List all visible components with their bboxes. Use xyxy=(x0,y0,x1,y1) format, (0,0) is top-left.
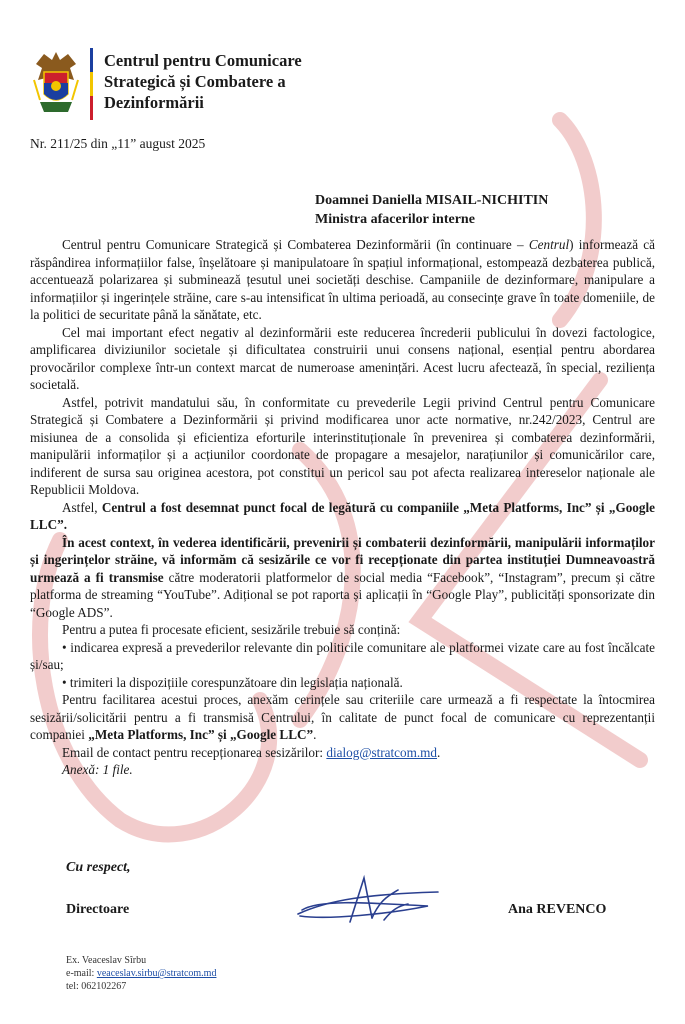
text: Pentru facilitarea acestui proces, anexăm cerințele sau criteriile care urmează a fi respectate la întocmirea sesizării/solicitării pentru a fi transmisă Centrului, în calitate de punct focal de comunicare cu reprezentanții companiei xyxy=(30,692,655,742)
signatory-role: Directoare xyxy=(66,902,130,917)
paragraph xyxy=(30,236,655,324)
org-line: Centrul pentru Comunicare xyxy=(104,51,302,70)
paragraph xyxy=(30,691,655,744)
handwritten-signature-icon xyxy=(288,870,448,930)
flag-red xyxy=(90,96,93,120)
closing: Cu respect, xyxy=(66,860,131,875)
org-line: Strategică și Combatere a xyxy=(104,72,286,91)
text: Centrul pentru Comunicare Strategică și Combaterea Dezinformării (în continuare – xyxy=(62,237,529,252)
addressee xyxy=(315,191,548,229)
flag-yellow xyxy=(90,72,93,96)
bullet-item: • indicarea expresă a prevederilor relevante din politicile comunitare ale platformei vizate care au fost încălcate și/sau; xyxy=(30,639,655,672)
org-line: Dezinformării xyxy=(104,93,204,112)
executor-email-link[interactable]: veaceslav.sirbu@stratcom.md xyxy=(96,968,217,979)
executor-phone: tel: 062102267 xyxy=(66,981,127,992)
text: Email de contact pentru recepționarea sesizărilor: xyxy=(62,744,327,760)
flag-tricolor xyxy=(90,48,93,120)
executor-name: Ex. Veaceslav Sîrbu xyxy=(66,955,147,966)
bullet-item: • trimiteri la dispozițiile corespunzătoare din legislația națională. xyxy=(62,674,403,690)
signature-block xyxy=(66,860,656,930)
paragraph xyxy=(30,499,655,534)
organization-name xyxy=(104,50,374,113)
paragraph xyxy=(30,744,655,762)
paragraph: Cel mai important efect negativ al dezinformării este reducerea încrederii publicului în dovezi factologice, amplificarea diviziunilor societale și dificultatea construirii unui consens național, esențial pentru abordarea provocărilor complexe într-un context marcat de numeroase amenințări. Acest lucru afectează, în special, reziliența societală. xyxy=(30,324,655,392)
paragraph: Pentru a putea fi procesate eficient, sesizările trebuie să conțină: xyxy=(62,622,401,637)
executor-footer xyxy=(66,954,216,993)
coat-of-arms-icon xyxy=(30,50,82,116)
text: e-mail: xyxy=(66,968,97,979)
text: . xyxy=(437,744,441,760)
text-bold: În acest context, în vederea identificării, prevenirii și combaterii dezinformării, manipulării informaților și ingerințelor străine, vă informăm că sesizările ce vor fi recepționate din partea instituției Dumneavoastră urmează a fi transmise xyxy=(30,534,655,585)
text-bold: „Meta Platforms, Inc” și „Google LLC” xyxy=(88,727,314,742)
text-bold: Centrul a fost desemnat punct focal de legătură cu companiile „Meta Platforms, Inc” și „Google LLC”. xyxy=(30,499,655,532)
annex-note xyxy=(30,761,655,779)
flag-blue xyxy=(90,48,93,72)
signatory-name: Ana REVENCO xyxy=(508,902,607,917)
paragraph xyxy=(30,534,655,622)
text: ) informează că răspândirea informațiilor false, înșelătoare și manipulatoare în spațiul informațional, estompează dezbaterea publică, accentuează polarizarea și subminează țesutul unei societăți deschise. Campaniile de dezinformare, manipulare a informațiilor și ingerințele străine, care s-au intensificat în ultima perioadă, au consecințe grave în toate domeniile, de la politici de securitate până la sănătate, etc. xyxy=(30,237,655,322)
text: . xyxy=(313,727,317,742)
letter-body xyxy=(30,236,655,779)
contact-email-link[interactable]: dialog@stratcom.md xyxy=(326,744,438,760)
text-em: Centrul xyxy=(528,237,570,252)
letterhead xyxy=(30,44,650,124)
registration-number: Nr. 211/25 din „11” august 2025 xyxy=(30,136,206,151)
addressee-title: Ministra afacerilor interne xyxy=(315,212,475,227)
addressee-name: Doamnei Daniella MISAIL-NICHITIN xyxy=(315,193,549,208)
text: Astfel, xyxy=(62,499,102,515)
text-em: Anexă: 1 file. xyxy=(62,762,133,777)
text: către moderatorii platformelor de social media “Facebook”, “Instagram”, precum și către platforma de streaming “YouTube”. Adițional se pot raporta și aplicații în “Google Play”, publicități sponsorizate din “Google ADS”. xyxy=(30,569,656,620)
executor-email-line xyxy=(66,967,216,980)
paragraph: Astfel, potrivit mandatului său, în conformitate cu prevederile Legii privind Centrul pentru Comunicare Strategică și Combatere a Dezinformării și privind modificarea unor acte normative, nr.242/2023, Centrul are misiunea de a consolida și eficientiza eforturile interinstituționale în prevenirea și combaterea dezinformării, manipulării informaților și a acțiunilor coordonate de propagare a mesajelor, narațiunilor și comunicărilor care, indiferent de sursa sau originea acestora, pot constitui un pericol sau pot afecta realizarea intereselor naționale ale Republicii Moldova. xyxy=(30,394,655,497)
